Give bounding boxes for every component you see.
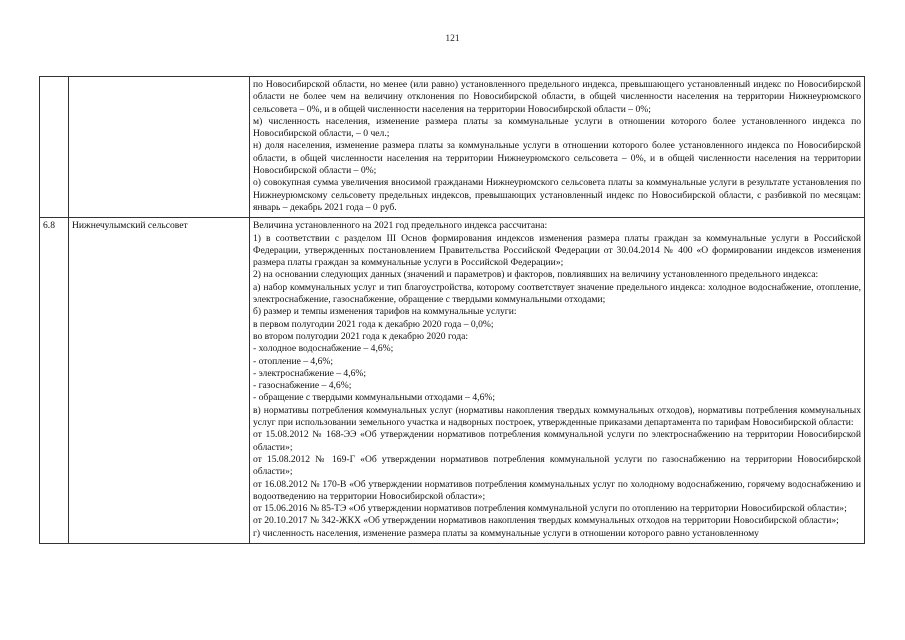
paragraph: - газоснабжение – 4,6%;	[253, 380, 352, 392]
paragraph: от 15.06.2016 № 85-ТЭ «Об утверждении нормативов потребления коммунальной услуги по отоплению на территории Новосибирской области»;	[253, 503, 847, 515]
paragraph: во втором полугодии 2021 года к декабрю 2020 года:	[253, 330, 469, 342]
paragraph: по Новосибирской области, но менее (или равно) установленного предельного индекса, превышающего установленный индекс по Новосибирской области не более чем на величину отклонения по Новосибирской области, в общей численности населения на территории Нижнеурюмского сельсовета – 0%, и в общей численности населения на территории Новосибирской области – 0%;	[253, 79, 861, 115]
paragraph: от 16.08.2012 № 170-В «Об утверждении нормативов потребления коммунальных услуг по холодному водоснабжению, горячему водоснабжению и водоотведению на территории Новосибирской области»;	[253, 478, 861, 502]
municipality-name-cell	[69, 77, 250, 218]
paragraph: от 15.08.2012 № 169-Г «Об утверждении нормативов потребления коммунальной услуги по газоснабжению на территории Новосибирской области»;	[253, 453, 861, 478]
paragraph: - электроснабжение – 4,6%;	[253, 367, 367, 379]
description-cell	[250, 218, 865, 544]
description-cell	[250, 77, 865, 218]
paragraph: от 20.10.2017 № 342-ЖКХ «Об утверждении нормативов накопления твердых коммунальных отходов на территории Новосибирской области»;	[253, 515, 839, 527]
page-number: 121	[445, 34, 460, 44]
paragraph: Величина установленного на 2021 год предельного индекса рассчитана:	[253, 220, 548, 232]
paragraph: - обращение с твердыми коммунальными отходами – 4,6%;	[253, 392, 496, 404]
table-row	[40, 218, 865, 544]
paragraph: - отопление – 4,6%;	[253, 355, 334, 367]
paragraph: н) доля населения, изменение размера платы за коммунальные услуги в отношении которого более установленного индекса по Новосибирской области, в общей численности населения на территории Нижнеурюмского сельсовета – 0%, и в общей численности населения на территории Новосибирской области – 0%;	[253, 140, 861, 177]
paragraph: от 15.08.2012 № 168-ЭЭ «Об утверждении нормативов потребления коммунальной услуги по электроснабжению на территории Новосибирской области»;	[253, 429, 861, 453]
paragraph: а) набор коммунальных услуг и тип благоустройства, которому соответствует значение предельного индекса: холодное водоснабжение, отопление, электроснабжение, газоснабжение, обращение с твердыми коммунальными отходами;	[253, 281, 861, 306]
municipality-name-cell: Нижнечулымский сельсовет	[69, 218, 250, 544]
row-number-cell: 6.8	[40, 218, 69, 544]
document-table	[39, 76, 865, 544]
paragraph: 1) в соответствии с разделом III Основ формирования индексов изменения размера платы граждан за коммунальные услуги в Российской Федерации, утвержденных постановлением Правительства Российской Федерации от 30.04.2014 № 400 «О формировании индексов изменения размера платы граждан за коммунальные услуги в Российской Федерации»;	[253, 232, 861, 269]
paragraph: 2) на основании следующих данных (значений и параметров) и факторов, повлиявших на величину установленного предельного индекса:	[253, 269, 819, 281]
paragraph: в первом полугодии 2021 года к декабрю 2020 года – 0,0%;	[253, 318, 494, 330]
paragraph: - холодное водоснабжение – 4,6%;	[253, 343, 394, 355]
table-row	[40, 77, 865, 218]
paragraph: г) численность населения, изменение размера платы за коммунальные услуги в отношении которого равно установленному	[253, 527, 759, 539]
row-number-cell	[40, 77, 69, 218]
paragraph: м) численность населения, изменение размера платы за коммунальные услуги в отношении которого более установленного индекса по Новосибирской области, – 0 чел.;	[253, 115, 861, 140]
paragraph: о) совокупная сумма увеличения вносимой гражданами Нижнеурюмского сельсовета платы за коммунальные услуги в результате установления по Нижнеурюмскому сельсовету предельных индексов, превышающих установленный индекс по Новосибирской области, с разбивкой по месяцам: январь – декабрь 2021 года – 0 руб.	[253, 177, 861, 213]
paragraph: б) размер и темпы изменения тарифов на коммунальные услуги:	[253, 306, 517, 318]
paragraph: в) нормативы потребления коммунальных услуг (нормативы накопления твердых коммунальных отходов), нормативы потребления коммунальных услуг при использовании земельного участка и надворных построек, утвержденные приказами департамента по тарифам Новосибирской области:	[253, 404, 861, 429]
